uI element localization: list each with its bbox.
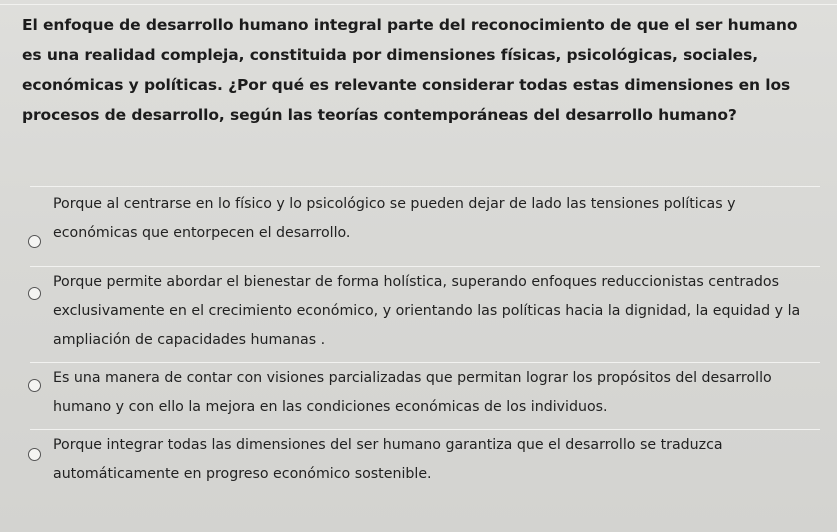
radio-button-icon[interactable] [28, 287, 41, 300]
radio-button-icon[interactable] [28, 235, 41, 248]
radio-button-icon[interactable] [28, 379, 41, 392]
option-1[interactable] [0, 188, 808, 268]
question-text: El enfoque de desarrollo humano integral parte del reconocimiento de que el ser humano es una realidad compleja, constituida por dimensiones físicas, psicológicas, sociales, económicas y políticas. ¿Por qué es relevante considerar todas estas dimensiones en los procesos de desarrollo, según las teorías contemporáneas del desarrollo humano? [22, 16, 798, 124]
answer-options [0, 188, 837, 500]
option-1-label: Porque al centrarse en lo físico y lo psicológico se pueden dejar de lado las tensiones políticas y económicas que entorpecen el desarrollo. [53, 196, 736, 241]
top-divider [0, 4, 837, 5]
question-divider [30, 186, 820, 187]
option-3-label: Es una manera de contar con visiones parcializadas que permitan lograr los propósitos del desarrollo humano y con ello la mejora en las condiciones económicas de los individuos. [53, 370, 772, 415]
option-4-label: Porque integrar todas las dimensiones del ser humano garantiza que el desarrollo se traduzca automáticamente en progreso económico sostenible. [53, 437, 723, 482]
option-4[interactable] [0, 430, 808, 500]
option-2[interactable] [0, 267, 808, 362]
option-3[interactable] [0, 363, 808, 429]
radio-button-icon[interactable] [28, 448, 41, 461]
option-2-label: Porque permite abordar el bienestar de forma holística, superando enfoques reduccionistas centrados exclusivamente en el crecimiento económico, y orientando las políticas hacia la dignidad, la equidad y la ampliación de capacidades humanas . [53, 274, 801, 348]
